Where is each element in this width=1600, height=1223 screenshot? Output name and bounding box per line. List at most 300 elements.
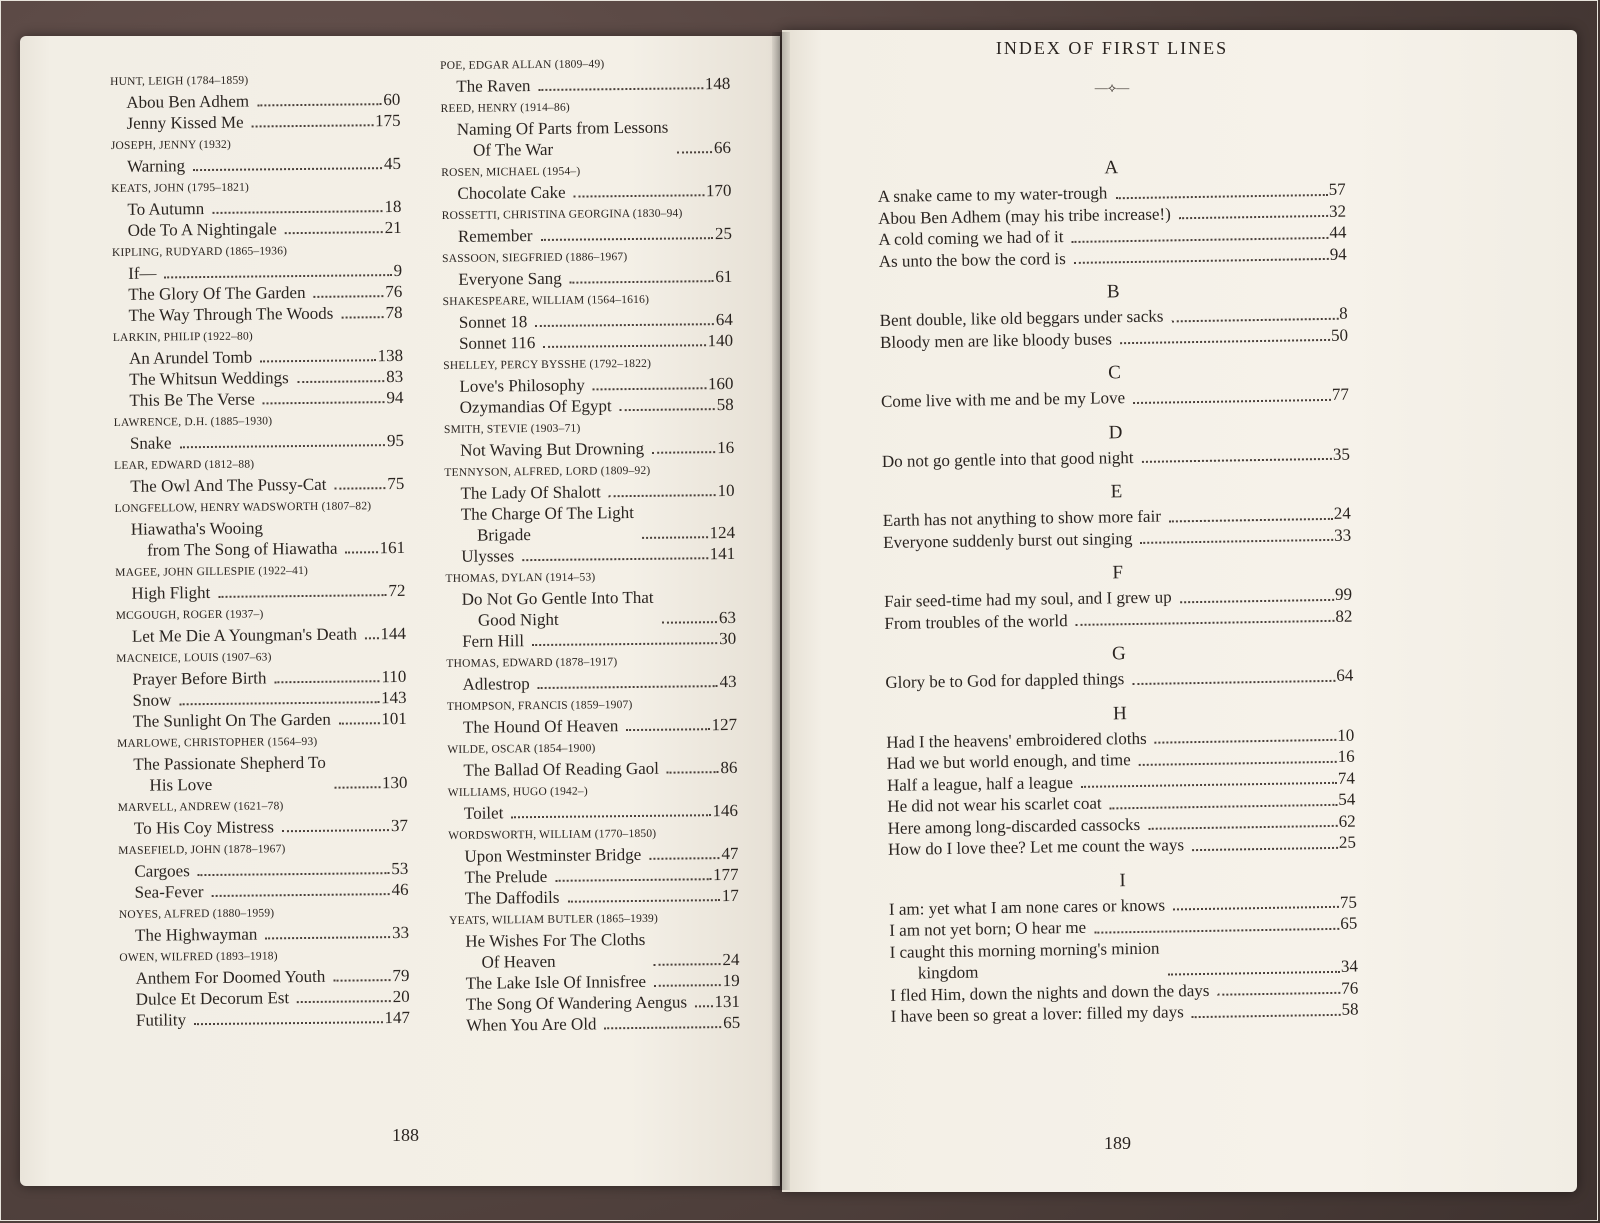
page-ref: 82 <box>1335 606 1353 626</box>
page-ref: 25 <box>714 223 732 244</box>
poem-entry <box>120 986 410 1010</box>
poem-entry <box>112 217 402 241</box>
page-ref: 76 <box>385 281 403 302</box>
first-line-text: As unto the bow the cord is <box>878 248 1066 271</box>
poem-entry <box>450 1012 740 1036</box>
page-number-right: 189 <box>1104 1133 1131 1153</box>
author-dates: (1922–80) <box>203 330 254 344</box>
dot-leader <box>263 401 385 404</box>
poem-title: Ulysses <box>461 546 515 566</box>
author-entry <box>114 496 405 561</box>
page-ref: 141 <box>709 543 736 564</box>
author-surname: KEATS, JOHN <box>111 182 185 195</box>
dot-leader <box>212 210 382 214</box>
page-ref: 37 <box>390 815 409 836</box>
poem-entry <box>449 928 739 973</box>
author-entry <box>440 96 731 161</box>
author-dates: (1893–1918) <box>216 950 278 963</box>
poem-entry <box>449 885 739 909</box>
poem-title-block <box>461 502 635 546</box>
page-ref: 86 <box>720 757 738 778</box>
author-dates: (1907–63) <box>221 651 272 664</box>
author-entry <box>119 945 410 1031</box>
page-ref: 144 <box>380 623 407 644</box>
page-ref: 65 <box>723 1012 741 1033</box>
poem-entry <box>117 708 407 732</box>
page-ref: 177 <box>713 864 739 885</box>
dot-leader <box>1155 739 1337 744</box>
author-dates: (1914–86) <box>520 101 570 115</box>
page-ref: 33 <box>391 922 410 943</box>
dot-leader <box>1173 906 1339 911</box>
poem-title: The Ballad Of Reading Gaol <box>463 758 660 780</box>
dot-leader <box>609 494 716 497</box>
dot-leader <box>1192 1013 1341 1017</box>
page-ref: 16 <box>1337 746 1355 766</box>
dot-leader <box>1148 825 1337 830</box>
poem-entry <box>445 543 735 567</box>
poem-entry <box>110 110 400 134</box>
dot-leader <box>543 344 705 348</box>
page-ref: 64 <box>715 309 733 330</box>
page-ref: 24 <box>1333 503 1351 523</box>
page-ref: 18 <box>384 196 402 217</box>
author-entry <box>444 417 734 461</box>
author-surname: LONGFELLOW, HENRY WADSWORTH <box>114 500 319 515</box>
poem-title: The Lady Of Shalott <box>460 482 601 503</box>
page-ref: 16 <box>717 437 735 458</box>
author-surname: THOMAS, DYLAN <box>445 571 543 585</box>
poem-title: The Whitsun Weddings <box>129 368 289 389</box>
page-ref: 44 <box>1329 222 1347 242</box>
poem-entry <box>443 373 733 397</box>
poem-title: Sonnet 18 <box>458 312 528 332</box>
dot-leader <box>1072 236 1329 242</box>
author-surname: ROSSETTI, CHRISTINA GEORGINA <box>441 208 630 222</box>
dot-leader <box>1141 539 1334 544</box>
poem-title: The Raven <box>456 76 531 96</box>
poem-entry <box>118 815 408 839</box>
page-ref: 10 <box>1337 725 1355 745</box>
author-entry <box>114 453 404 497</box>
dot-leader <box>555 878 711 882</box>
poem-title: An Arundel Tomb <box>128 347 253 368</box>
dot-leader <box>642 536 707 539</box>
poem-title: The Daffodils <box>464 887 560 908</box>
left-page <box>20 36 780 1186</box>
dot-leader <box>314 295 384 298</box>
dot-leader <box>194 1021 382 1025</box>
page-ref: 140 <box>707 330 734 351</box>
author-dates: (1795–1821) <box>187 181 250 195</box>
author-dates: (1812–88) <box>204 458 255 472</box>
poem-title-block <box>133 752 326 796</box>
poem-title-continued: from The Song of Hiawatha <box>146 538 338 560</box>
author-surname: POE, EDGAR ALLAN <box>440 58 552 72</box>
first-line-text: A snake came to my water-trough <box>877 183 1108 206</box>
dot-leader <box>1171 317 1338 322</box>
author-dates: (1932) <box>199 138 232 152</box>
first-line-text: Come live with me and be my Love <box>880 388 1126 411</box>
dot-leader <box>626 728 709 731</box>
page-ref: 17 <box>721 885 739 906</box>
poem-title: The Way Through The Woods <box>128 303 334 325</box>
page-ref: 83 <box>386 366 404 387</box>
first-line-entry <box>889 934 1358 984</box>
poem-entry <box>119 922 409 946</box>
page-ref: 148 <box>704 73 731 94</box>
dot-leader <box>1180 598 1334 602</box>
dot-leader <box>654 984 721 987</box>
first-line-block <box>889 937 1160 984</box>
page-ref: 25 <box>1338 832 1357 852</box>
page-ref: 72 <box>388 580 406 601</box>
author-surname: MARVELL, ANDREW <box>117 800 231 814</box>
poem-title: Snow <box>132 690 172 710</box>
dot-leader <box>1081 782 1337 788</box>
poem-entry <box>119 965 409 989</box>
poem-entry <box>442 266 732 290</box>
author-entry <box>118 795 408 839</box>
poem-title: Fern Hill <box>462 631 525 651</box>
author-dates: (1885–1930) <box>210 415 273 428</box>
poem-entry <box>120 1007 410 1031</box>
page-ref: 66 <box>713 137 732 158</box>
poem-title: Upon Westminster Bridge <box>464 844 642 866</box>
author-entry <box>114 410 404 454</box>
author-column-2 <box>440 51 740 1037</box>
page-ref: 24 <box>722 949 740 970</box>
author-surname: MAGEE, JOHN GILLESPIE <box>115 565 256 579</box>
poem-entry <box>119 879 409 903</box>
dot-leader <box>297 380 385 383</box>
author-entry <box>444 460 735 567</box>
author-dates: (1830–94) <box>632 207 683 220</box>
dot-leader <box>667 771 719 774</box>
dot-leader <box>257 103 381 106</box>
poem-entry <box>448 800 738 824</box>
poem-entry <box>116 623 406 647</box>
dot-leader <box>179 701 379 705</box>
poem-title: The Highwayman <box>134 924 258 945</box>
poem-entry <box>112 281 402 305</box>
poem-entry <box>441 180 731 204</box>
poem-title: Not Waving But Drowning <box>460 438 645 460</box>
author-dates: (1954–) <box>542 165 581 178</box>
dot-leader <box>535 323 714 327</box>
page-ref: 46 <box>391 879 409 900</box>
poem-entry <box>114 473 404 497</box>
dot-leader <box>365 637 379 639</box>
section-letter: D <box>1108 421 1123 443</box>
first-line-text: Everyone suddenly burst out singing <box>883 528 1133 552</box>
page-ref: 131 <box>714 991 741 1012</box>
poem-title: Remember <box>457 226 533 246</box>
poem-title: He Wishes For The Cloths <box>465 929 646 951</box>
dot-leader <box>677 151 712 153</box>
section-letter: C <box>1108 362 1122 384</box>
author-surname: LEAR, EDWARD <box>114 459 202 472</box>
author-dates: (1809–92) <box>600 464 651 478</box>
author-entry <box>443 353 734 418</box>
poem-title-block <box>465 929 645 973</box>
poem-entry <box>450 970 740 994</box>
dot-leader <box>282 829 389 832</box>
page-ref: 10 <box>717 480 735 501</box>
dot-leader <box>179 444 384 448</box>
page-ref: 75 <box>387 473 405 494</box>
author-entry <box>113 325 404 411</box>
author-surname: ROSEN, MICHAEL <box>441 165 540 179</box>
poem-entry <box>447 714 737 738</box>
index-title: INDEX OF FIRST LINES <box>995 38 1229 58</box>
author-dates: (1859–1907) <box>570 699 633 712</box>
poem-title: The Glory Of The Garden <box>128 282 306 304</box>
author-dates: (1865–1939) <box>596 912 659 926</box>
dot-leader <box>1132 679 1335 684</box>
poem-entry <box>441 116 731 161</box>
dot-leader <box>265 936 390 939</box>
page-ref: 95 <box>386 430 404 451</box>
author-surname: WILDE, OSCAR <box>447 743 531 756</box>
poem-entry <box>443 309 733 333</box>
ornament-icon: —⟡— <box>1094 80 1130 95</box>
dot-leader <box>341 316 383 318</box>
author-entry <box>117 731 408 796</box>
author-dates: (1922–41) <box>258 564 309 578</box>
poem-title-block <box>131 517 338 561</box>
dot-leader <box>218 594 386 598</box>
author-surname: SHAKESPEARE, WILLIAM <box>442 294 585 308</box>
page-ref: 75 <box>1339 892 1358 912</box>
poem-title: Do Not Go Gentle Into That <box>461 587 654 609</box>
dot-leader <box>538 685 718 689</box>
author-surname: LARKIN, PHILIP <box>112 331 201 344</box>
first-line-text: I fled Him, down the nights and down the days <box>890 980 1210 1005</box>
page-ref: 64 <box>1336 665 1354 685</box>
page-ref: 50 <box>1330 325 1349 345</box>
author-surname: MARLOWE, CHRISTOPHER <box>116 736 265 750</box>
author-surname: THOMAS, EDWARD <box>446 656 553 670</box>
poem-entry <box>446 671 736 695</box>
first-line-text: A cold coming we had of it <box>878 227 1064 249</box>
page-ref: 146 <box>712 800 739 821</box>
author-surname: OWEN, WILFRED <box>119 950 214 964</box>
poem-entry <box>112 302 402 326</box>
dot-leader <box>1179 215 1328 219</box>
page-ref: 47 <box>721 843 739 864</box>
poem-title: Cargoes <box>134 861 190 881</box>
author-dates: (1854–1900) <box>533 742 596 756</box>
page-ref: 62 <box>1338 811 1356 831</box>
author-surname: SASSOON, SIEGFRIED <box>442 251 563 265</box>
dot-leader <box>285 231 383 234</box>
first-line-text: Do not go gentle into that good night <box>881 447 1134 471</box>
first-line-text: Had we but world enough, and time <box>886 750 1131 773</box>
page-number-left: 188 <box>392 1125 419 1145</box>
poem-title: The Lake Isle Of Innisfree <box>465 971 647 993</box>
dot-leader <box>654 963 721 966</box>
author-entry <box>442 246 732 290</box>
first-line-text: I caught this morning morning's minion <box>889 938 1160 962</box>
poem-entry <box>113 366 403 390</box>
author-dates: (1564–1616) <box>587 293 650 307</box>
section-letter: E <box>1110 481 1123 503</box>
poem-entry <box>445 501 735 546</box>
dot-leader <box>1168 970 1340 975</box>
author-dates: (1784–1859) <box>186 74 249 88</box>
dot-leader <box>274 680 379 683</box>
poem-title-continued: Of The War <box>472 139 554 160</box>
page-ref: 94 <box>1329 244 1347 264</box>
author-entry <box>119 902 409 946</box>
poem-title: Snake <box>129 433 172 453</box>
dot-leader <box>620 408 715 411</box>
section-letter: F <box>1112 562 1124 584</box>
dot-leader <box>570 280 714 284</box>
poem-entry <box>448 843 738 867</box>
author-entry <box>445 566 736 652</box>
author-dates: (1621–78) <box>233 800 284 813</box>
page-ref: 110 <box>381 666 407 687</box>
poem-title-continued: Good Night <box>477 609 559 630</box>
first-line-text: Here among long-discarded cassocks <box>887 814 1141 838</box>
poem-title: Ode To A Nightingale <box>127 219 277 240</box>
poem-entry <box>446 628 736 652</box>
page-ref: 33 <box>1333 525 1352 545</box>
poem-title: Prayer Before Birth <box>132 668 267 689</box>
page-ref: 45 <box>383 153 402 174</box>
dot-leader <box>532 642 717 646</box>
dot-leader <box>1142 458 1332 463</box>
page-ref: 34 <box>1340 956 1359 976</box>
dot-leader <box>1074 258 1329 264</box>
page-ref: 138 <box>377 345 404 366</box>
poem-entry <box>116 687 406 711</box>
poem-title: The Prelude <box>464 866 548 887</box>
author-entry <box>115 560 405 604</box>
poem-entry <box>444 437 734 461</box>
dot-leader <box>345 551 377 553</box>
dot-leader <box>593 387 706 390</box>
page-ref: 143 <box>380 687 407 708</box>
poem-title: The Owl And The Pussy-Cat <box>130 474 327 496</box>
author-entry <box>112 240 403 326</box>
author-entry <box>116 603 406 647</box>
page-ref: 65 <box>1340 913 1358 933</box>
dot-leader <box>260 359 375 362</box>
poem-title: The Song Of Wandering Aengus <box>465 992 688 1014</box>
author-surname: HUNT, LEIGH <box>110 75 184 88</box>
dot-leader <box>1110 803 1338 809</box>
dot-leader <box>1192 846 1338 850</box>
first-lines-index <box>877 141 1359 1028</box>
author-dates: (1792–1822) <box>589 357 652 371</box>
poem-entry <box>118 858 408 882</box>
section-letter: I <box>1119 869 1126 891</box>
author-dates: (1886–1967) <box>565 251 628 264</box>
dot-leader <box>649 857 719 860</box>
poem-title-continued: Brigade <box>476 525 531 545</box>
page-ref: 170 <box>705 180 732 201</box>
author-dates: (1880–1959) <box>212 907 275 920</box>
page-ref: 20 <box>392 986 410 1007</box>
page-ref: 9 <box>393 260 403 281</box>
author-dates: (1878–1917) <box>555 656 618 669</box>
author-dates: (1942–) <box>550 785 588 798</box>
dot-leader <box>339 722 380 724</box>
author-entry <box>111 176 402 241</box>
dot-leader <box>164 274 391 278</box>
poem-title: Dulce Et Decorum Est <box>135 988 290 1009</box>
page-ref: 35 <box>1332 444 1351 464</box>
poem-entry <box>112 260 402 284</box>
dot-leader <box>1169 517 1333 522</box>
poem-entry <box>113 345 403 369</box>
poem-entry <box>450 991 740 1015</box>
dot-leader <box>335 487 386 490</box>
page-ref: 61 <box>715 266 733 287</box>
author-entry <box>449 908 740 1036</box>
first-line-text: How do I love thee? Let me count the ways <box>887 835 1185 859</box>
poem-entry <box>444 394 734 418</box>
poem-title: Ozymandias Of Egypt <box>459 396 612 417</box>
poem-entry <box>444 480 734 504</box>
author-dates: (1878–1967) <box>223 843 286 856</box>
author-dates: (1937–) <box>225 608 264 621</box>
first-line-text: He did not wear his scarlet coat <box>887 793 1102 816</box>
page-ref: 78 <box>385 302 403 323</box>
poem-entry <box>114 430 404 454</box>
author-entry <box>442 289 733 354</box>
author-dates: (1914–53) <box>545 571 596 584</box>
first-line-continued: kingdom <box>917 962 979 983</box>
page-ref: 175 <box>374 110 401 131</box>
poem-entry <box>449 864 739 888</box>
page-ref: 58 <box>1341 999 1359 1019</box>
dot-leader <box>252 124 373 127</box>
poem-title: Anthem For Doomed Youth <box>135 966 326 988</box>
dot-leader <box>652 451 715 454</box>
poem-title: Abou Ben Adhem <box>126 91 250 112</box>
poem-title: The Sunlight On The Garden <box>132 709 331 731</box>
author-surname: WORDSWORTH, WILLIAM <box>448 828 592 842</box>
author-entry <box>441 160 731 204</box>
author-entry <box>448 780 738 824</box>
poem-title-continued: Of Heaven <box>481 951 556 972</box>
author-dates: (1807–82) <box>321 500 372 513</box>
author-dates: (1903–71) <box>530 422 581 436</box>
page-ref: 79 <box>392 965 410 986</box>
poem-entry <box>443 330 733 354</box>
poem-entry <box>440 73 730 97</box>
poem-title: Toilet <box>463 803 504 823</box>
dot-leader <box>193 167 382 171</box>
poem-entry <box>115 580 405 604</box>
page-ref: 60 <box>383 89 401 110</box>
page-ref: 161 <box>379 537 406 558</box>
author-surname: MACNEICE, LOUIS <box>116 651 219 665</box>
author-entry <box>116 646 407 732</box>
page-ref: 58 <box>716 394 734 415</box>
dot-leader <box>605 1026 722 1029</box>
dot-leader <box>1120 339 1330 344</box>
author-surname: REED, HENRY <box>440 102 518 115</box>
poem-title: Chocolate Cake <box>457 182 566 203</box>
section-letter: G <box>1111 643 1126 665</box>
author-dates: (1865–1936) <box>225 245 288 258</box>
dot-leader <box>1218 992 1341 996</box>
